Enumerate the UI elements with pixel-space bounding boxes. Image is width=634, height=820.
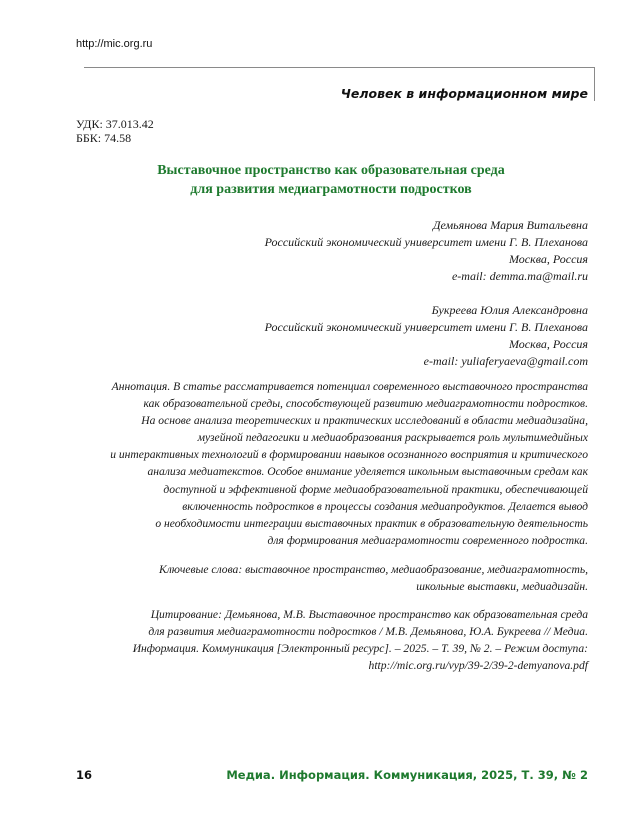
author-city: Москва, Россия	[508, 337, 588, 351]
journal-url: http://mic.org.ru	[76, 38, 153, 50]
author-affiliation: Российский экономический университет имени Г. В. Плеханова	[264, 320, 588, 334]
citation-line: Цитирование: Демьянова, М.В. Выставочное пространство как образовательная среда	[150, 608, 588, 621]
abstract-line: Аннотация. В статье рассматривается потенциал современного выставочного пространства	[111, 380, 588, 393]
abstract-line: и интерактивных технологий в формировании навыков осознанного восприятия и критического	[110, 448, 588, 462]
author-affiliation: Российский экономический университет имени Г. В. Плеханова	[264, 235, 588, 249]
title-line: для развития медиаграмотности подростков	[190, 182, 472, 197]
citation-line: для развития медиаграмотности подростков / М.В. Демьянова, Ю.А. Букреева // Медиа.	[148, 625, 588, 639]
udk-code: УДК: 37.013.42	[76, 117, 154, 131]
title-line: Выставочное пространство как образовательная среда	[157, 163, 505, 178]
abstract-line: доступной и эффективной форме медиаобразовательной практики, обеспечивающей	[163, 482, 588, 496]
author-name: Демьянова Мария Витальевна	[432, 218, 588, 232]
abstract-line: анализа медиатекстов. Особое внимание уделяется школьным выставочным средам как	[147, 465, 588, 479]
journal-footer: Медиа. Информация. Коммуникация, 2025, Т. 39, № 2	[226, 768, 588, 782]
abstract-line: как образовательной среды, способствующей развитию медиаграмотности подростков.	[143, 397, 588, 411]
citation	[68, 606, 588, 674]
author-city: Москва, Россия	[508, 252, 588, 266]
section-title: Человек в информационном мире	[340, 86, 588, 101]
classification-codes	[76, 117, 154, 145]
keywords-line: Ключевые слова: выставочное пространство, медиаобразование, медиаграмотность,	[159, 563, 588, 576]
abstract-line: для формирования медиаграмотности современного подростка.	[267, 533, 588, 547]
page-number: 16	[76, 768, 93, 782]
article-title	[76, 161, 586, 199]
authors-block	[148, 217, 588, 370]
keywords	[68, 561, 588, 595]
abstract-line: о необходимости интеграции выставочных практик в образовательную деятельность	[155, 516, 588, 530]
abstract-line: музейной педагогики и медиаобразования раскрывается роль мультимедийных	[197, 431, 588, 445]
citation-link[interactable]: http://mic.org.ru/vyp/39-2/39-2-demyanova.pdf	[368, 659, 588, 673]
keywords-line: школьные выставки, медиадизайн.	[416, 580, 588, 594]
author-email: e-mail: demma.ma@mail.ru	[451, 269, 588, 283]
abstract	[68, 378, 588, 549]
abstract-line: включенность подростков в процессы создания медиапродуктов. Делается вывод	[182, 499, 588, 513]
citation-line: Информация. Коммуникация [Электронный ресурс]. – 2025. – Т. 39, № 2. – Режим доступа:	[132, 642, 588, 656]
header-rule	[84, 67, 594, 68]
header-rule-vertical	[594, 67, 595, 101]
abstract-line: На основе анализа теоретических и практических исследований в области медиадизайна,	[141, 414, 588, 428]
author-email: e-mail: yuliaferyaeva@gmail.com	[423, 354, 588, 368]
bbk-code: ББК: 74.58	[76, 131, 132, 145]
author-name: Букреева Юлия Александровна	[431, 303, 588, 317]
